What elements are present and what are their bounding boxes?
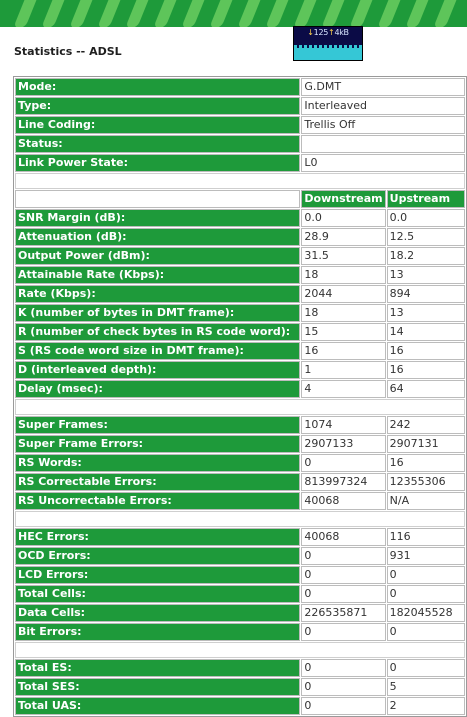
row-label: Output Power (dBm): <box>15 247 300 265</box>
stat-row <box>15 623 465 641</box>
traffic-meter-widget[interactable] <box>293 26 363 61</box>
upstream-header: Upstream <box>387 190 465 208</box>
downstream-value: 0 <box>301 697 385 715</box>
downstream-value: 0 <box>301 585 385 603</box>
upstream-value: 182045528 <box>387 604 465 622</box>
row-label: Link Power State: <box>15 154 300 172</box>
downstream-value: 18 <box>301 304 385 322</box>
row-label: Status: <box>15 135 300 153</box>
downstream-value: 0.0 <box>301 209 385 227</box>
downstream-header: Downstream <box>301 190 385 208</box>
upstream-value: 12355306 <box>387 473 465 491</box>
traffic-meter-readout <box>294 28 362 37</box>
row-label: OCD Errors: <box>15 547 300 565</box>
upstream-value: 116 <box>387 528 465 546</box>
upstream-value: 2907131 <box>387 435 465 453</box>
info-row <box>15 97 465 115</box>
downstream-value: 1074 <box>301 416 385 434</box>
stat-row <box>15 416 465 434</box>
stat-row <box>15 454 465 472</box>
row-label: Attainable Rate (Kbps): <box>15 266 300 284</box>
stat-row <box>15 678 465 696</box>
row-label: Attenuation (dB): <box>15 228 300 246</box>
row-value: L0 <box>301 154 465 172</box>
upstream-value: 0 <box>387 659 465 677</box>
spacer-row <box>15 511 465 527</box>
downstream-value: 0 <box>301 547 385 565</box>
upstream-value: 12.5 <box>387 228 465 246</box>
row-label: HEC Errors: <box>15 528 300 546</box>
row-label: Line Coding: <box>15 116 300 134</box>
stat-row <box>15 566 465 584</box>
row-label: R (number of check bytes in RS code word): <box>15 323 300 341</box>
stat-row <box>15 247 465 265</box>
downstream-value: 4 <box>301 380 385 398</box>
header-blank-cell <box>15 190 300 208</box>
row-label: Rate (Kbps): <box>15 285 300 303</box>
spacer-cell <box>15 173 465 189</box>
upstream-value: 16 <box>387 342 465 360</box>
stat-row <box>15 435 465 453</box>
top-banner <box>0 0 467 27</box>
row-label: Data Cells: <box>15 604 300 622</box>
stat-row <box>15 342 465 360</box>
downstream-value: 0 <box>301 454 385 472</box>
upstream-value: 14 <box>387 323 465 341</box>
info-row <box>15 78 465 96</box>
spacer-row <box>15 642 465 658</box>
row-label: S (RS code word size in DMT frame): <box>15 342 300 360</box>
downstream-value: 0 <box>301 678 385 696</box>
downstream-value: 2044 <box>301 285 385 303</box>
meter-down-value: 125 <box>313 28 329 37</box>
downstream-value: 813997324 <box>301 473 385 491</box>
spacer-cell <box>15 399 465 415</box>
stat-row <box>15 304 465 322</box>
stat-row <box>15 547 465 565</box>
upstream-value: 5 <box>387 678 465 696</box>
stat-row <box>15 266 465 284</box>
row-label: RS Words: <box>15 454 300 472</box>
row-label: RS Uncorrectable Errors: <box>15 492 300 510</box>
row-label: Super Frames: <box>15 416 300 434</box>
row-label: Total SES: <box>15 678 300 696</box>
downstream-value: 226535871 <box>301 604 385 622</box>
downstream-value: 15 <box>301 323 385 341</box>
row-label: Bit Errors: <box>15 623 300 641</box>
spacer-cell <box>15 511 465 527</box>
upstream-value: N/A <box>387 492 465 510</box>
stat-row <box>15 697 465 715</box>
downstream-value: 16 <box>301 342 385 360</box>
upstream-value: 0 <box>387 623 465 641</box>
upstream-value: 13 <box>387 266 465 284</box>
downstream-value: 40068 <box>301 492 385 510</box>
downstream-value: 0 <box>301 659 385 677</box>
downstream-value: 31.5 <box>301 247 385 265</box>
row-label: Total ES: <box>15 659 300 677</box>
spacer-row <box>15 399 465 415</box>
row-label: Total Cells: <box>15 585 300 603</box>
stat-row <box>15 492 465 510</box>
upstream-value: 16 <box>387 454 465 472</box>
downstream-value: 18 <box>301 266 385 284</box>
row-value: Trellis Off <box>301 116 465 134</box>
upstream-value: 894 <box>387 285 465 303</box>
upstream-value: 242 <box>387 416 465 434</box>
spacer-row <box>15 173 465 189</box>
spacer-cell <box>15 642 465 658</box>
stat-row <box>15 380 465 398</box>
info-row <box>15 116 465 134</box>
info-row <box>15 154 465 172</box>
downstream-value: 1 <box>301 361 385 379</box>
info-row <box>15 135 465 153</box>
row-label: Delay (msec): <box>15 380 300 398</box>
row-label: Mode: <box>15 78 300 96</box>
downstream-value: 0 <box>301 566 385 584</box>
row-value <box>301 135 465 153</box>
down-arrow-icon: ↓ <box>307 28 314 37</box>
downstream-value: 2907133 <box>301 435 385 453</box>
row-label: Super Frame Errors: <box>15 435 300 453</box>
upstream-value: 18.2 <box>387 247 465 265</box>
stat-row <box>15 528 465 546</box>
stat-row <box>15 659 465 677</box>
stat-row <box>15 285 465 303</box>
adsl-statistics-table <box>13 76 467 717</box>
upstream-value: 2 <box>387 697 465 715</box>
row-label: D (interleaved depth): <box>15 361 300 379</box>
downstream-value: 28.9 <box>301 228 385 246</box>
stat-row <box>15 209 465 227</box>
stat-row <box>15 361 465 379</box>
row-value: Interleaved <box>301 97 465 115</box>
stat-row <box>15 604 465 622</box>
row-label: RS Correctable Errors: <box>15 473 300 491</box>
stat-row <box>15 585 465 603</box>
upstream-value: 16 <box>387 361 465 379</box>
meter-up-value: 4kB <box>334 28 349 37</box>
up-arrow-icon: ↑ <box>328 28 335 37</box>
upstream-value: 64 <box>387 380 465 398</box>
downstream-value: 0 <box>301 623 385 641</box>
traffic-graph <box>294 48 362 60</box>
row-label: K (number of bytes in DMT frame): <box>15 304 300 322</box>
stat-row <box>15 473 465 491</box>
row-label: Total UAS: <box>15 697 300 715</box>
row-value: G.DMT <box>301 78 465 96</box>
row-label: LCD Errors: <box>15 566 300 584</box>
upstream-value: 0 <box>387 566 465 584</box>
row-label: Type: <box>15 97 300 115</box>
page-title: Statistics -- ADSL <box>14 45 122 58</box>
stat-row <box>15 323 465 341</box>
stat-row <box>15 228 465 246</box>
column-header-row <box>15 190 465 208</box>
upstream-value: 0.0 <box>387 209 465 227</box>
upstream-value: 0 <box>387 585 465 603</box>
upstream-value: 931 <box>387 547 465 565</box>
row-label: SNR Margin (dB): <box>15 209 300 227</box>
upstream-value: 13 <box>387 304 465 322</box>
downstream-value: 40068 <box>301 528 385 546</box>
